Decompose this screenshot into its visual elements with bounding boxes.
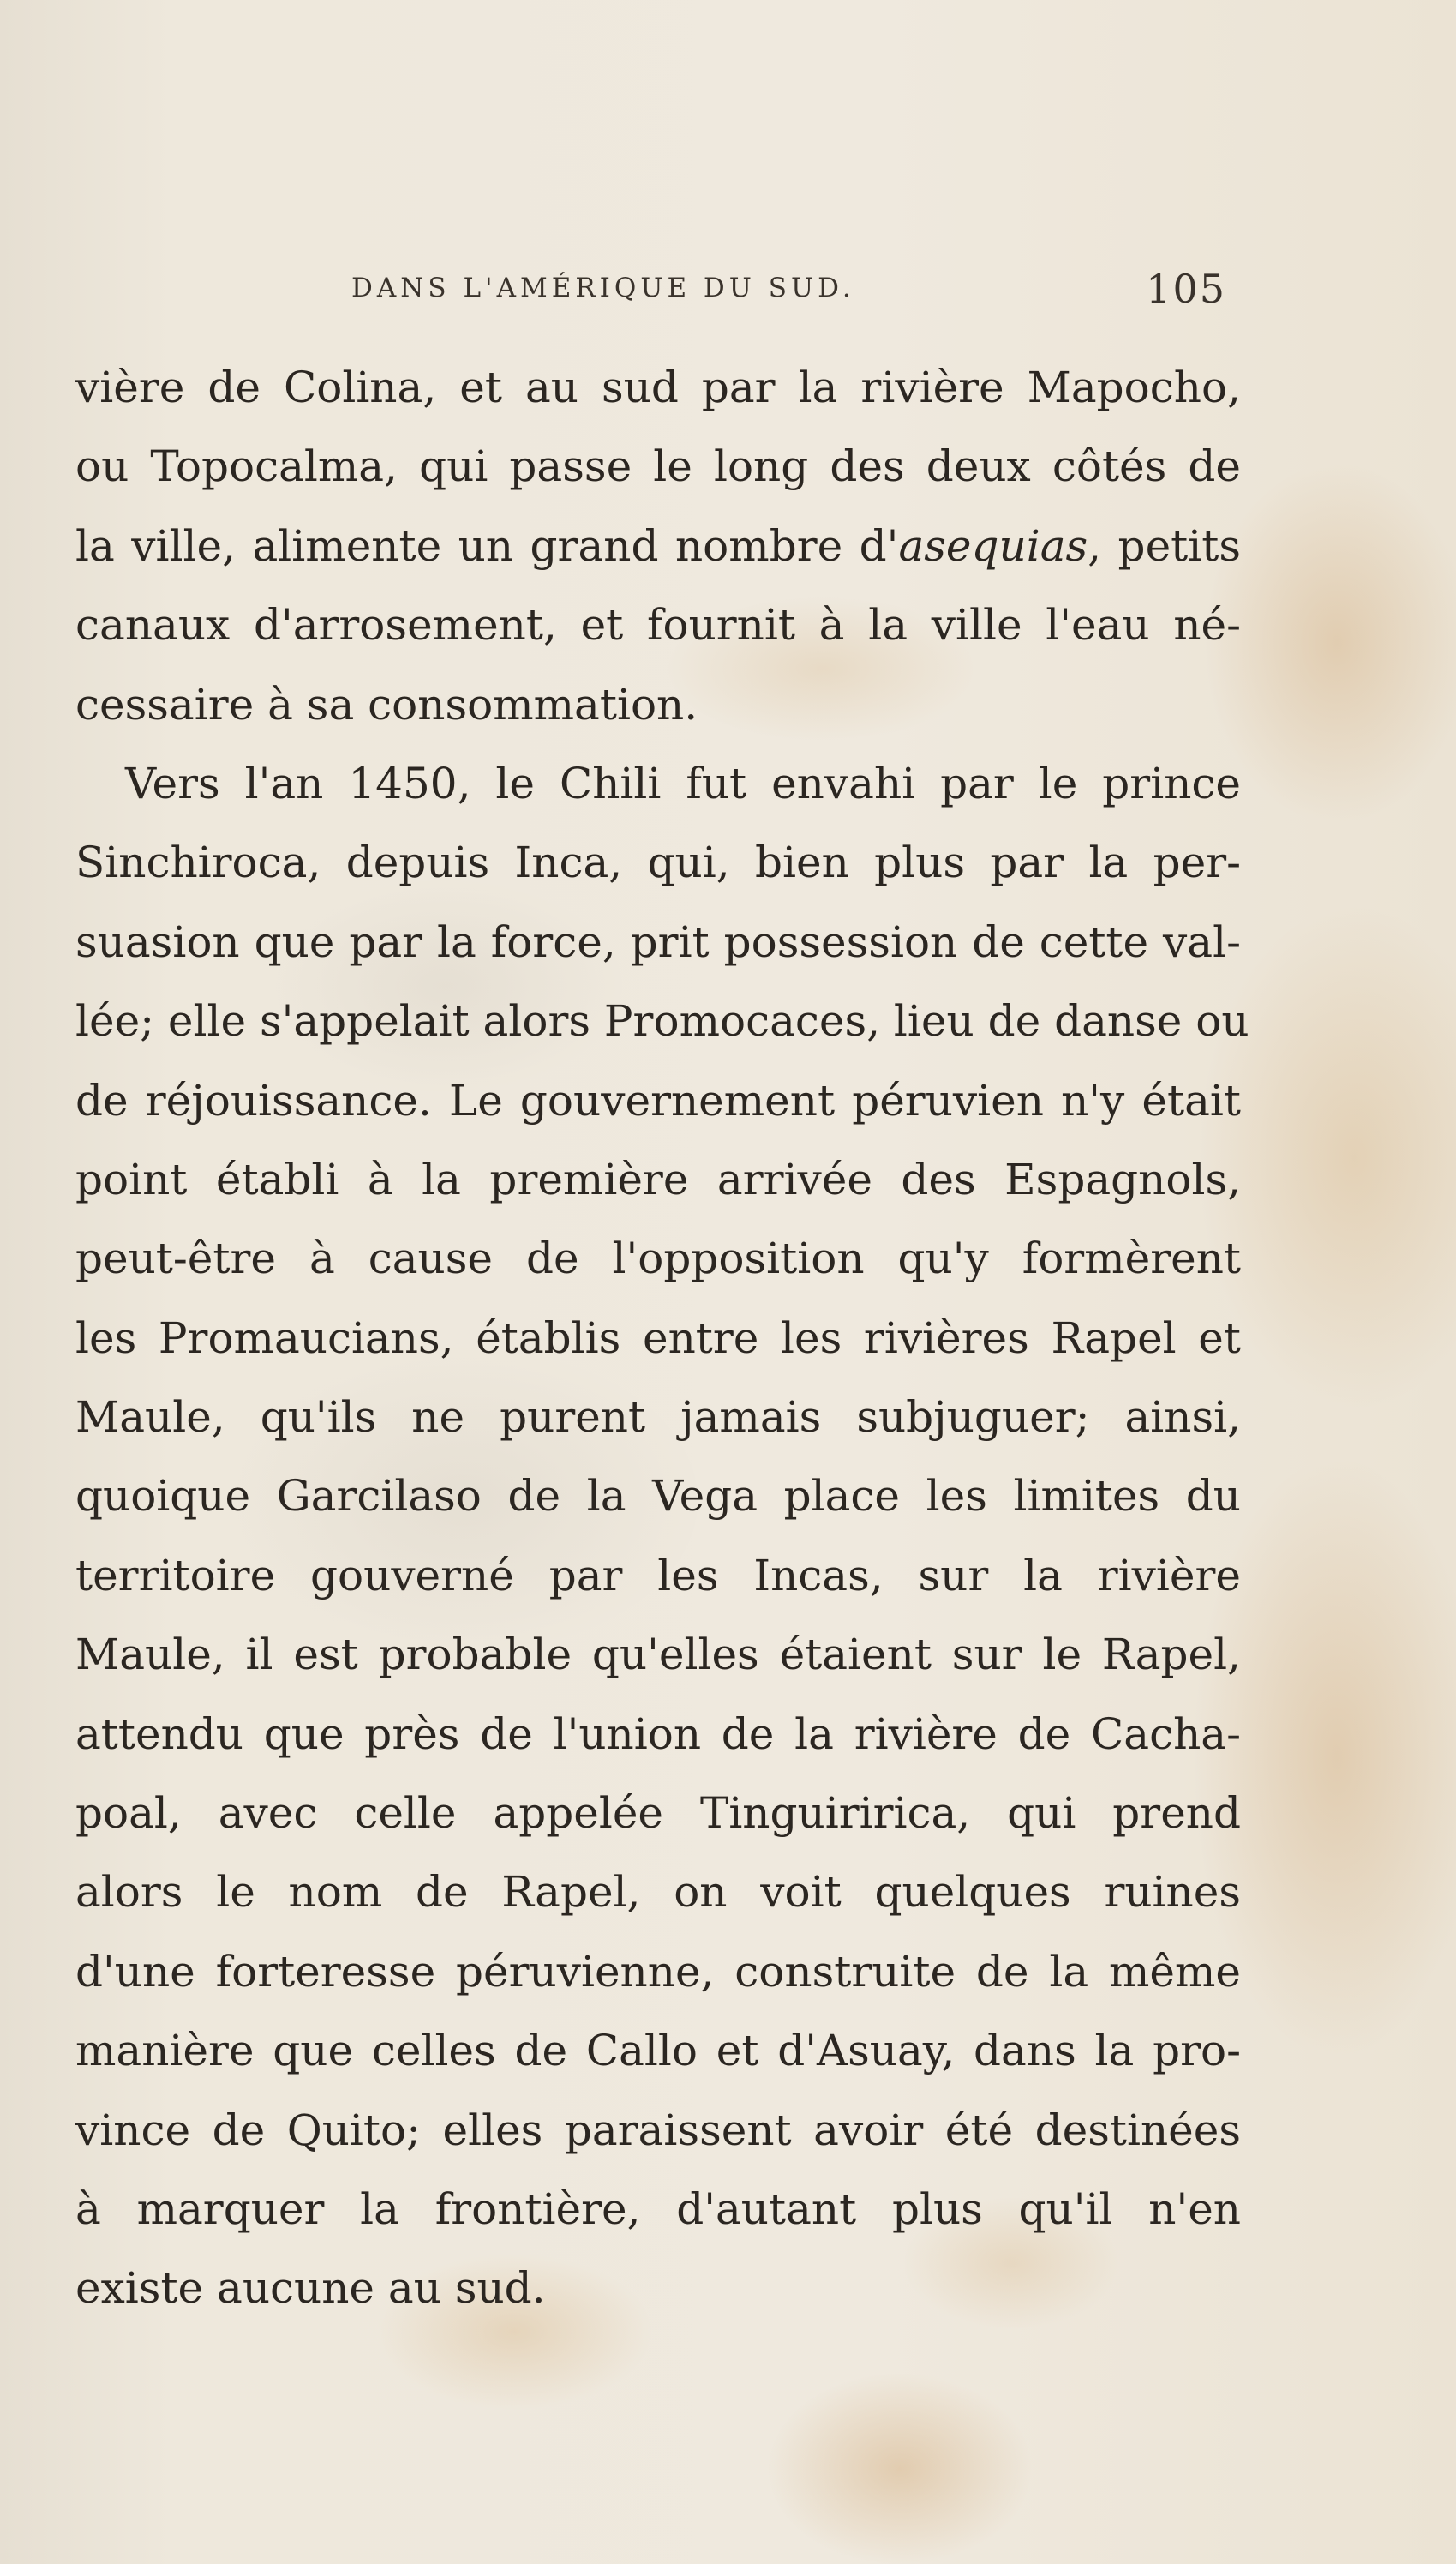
text-fragment: la ville, alimente un grand nombre d' [75, 520, 899, 571]
text-line: attendu que près de l'union de la rivière de Cacha- [75, 1708, 1241, 1759]
text-line: ou Topocalma, qui passe le long des deux côtés de [75, 441, 1241, 492]
text-line: vince de Quito; elles paraissent avoir été destinées [75, 2105, 1241, 2155]
body-text [75, 348, 1249, 2328]
text-line [75, 507, 1241, 585]
page-number: 105 [1146, 266, 1226, 312]
text-line: territoire gouverné par les Incas, sur la rivière [75, 1550, 1241, 1600]
text-line: existe aucune au sud. [75, 2263, 546, 2314]
text-line: alors le nom de Rapel, on voit quelques ruines [75, 1867, 1241, 1918]
running-title: DANS L'AMÉRIQUE DU SUD. [351, 273, 855, 303]
text-line: peut-être à cause de l'opposition qu'y formèrent [75, 1234, 1241, 1284]
italic-term: asequias [898, 520, 1088, 571]
text-line: lée; elle s'appelait alors Promocaces, lieu de danse ou [75, 996, 1249, 1047]
text-line: canaux d'arrosement, et fournit à la ville l'eau né- [75, 600, 1241, 651]
text-line: poal, avec celle appelée Tinguiririca, qui prend [75, 1788, 1241, 1839]
text-line: Vers l'an 1450, le Chili fut envahi par le prince [125, 758, 1241, 808]
text-line: point établi à la première arrivée des Espagnols, [75, 1154, 1241, 1204]
text-line: Maule, il est probable qu'elles étaient sur le Rapel, [75, 1630, 1241, 1680]
text-line: manière que celles de Callo et d'Asuay, dans la pro- [75, 2026, 1241, 2076]
text-line: Sinchiroca, depuis Inca, qui, bien plus par la per- [75, 838, 1241, 888]
text-line: de réjouissance. Le gouvernement péruvien n'y était [75, 1075, 1241, 1126]
text-line: cessaire à sa consommation. [75, 679, 698, 730]
text-line: Maule, qu'ils ne purent jamais subjuguer; ainsi, [75, 1392, 1241, 1443]
text-fragment: , petits [1088, 520, 1241, 571]
text-line: quoique Garcilaso de la Vega place les limites du [75, 1471, 1241, 1522]
text-line: suasion que par la force, prit possession de cette val- [75, 916, 1241, 967]
text-line: vière de Colina, et au sud par la rivière Mapocho, [75, 363, 1241, 412]
text-line: à marquer la frontière, d'autant plus qu'il n'en [75, 2183, 1241, 2234]
running-head [0, 266, 1456, 324]
text-line: d'une forteresse péruvienne, construite de la même [75, 1946, 1241, 1997]
text-line: les Promaucians, établis entre les rivières Rapel et [75, 1312, 1241, 1363]
